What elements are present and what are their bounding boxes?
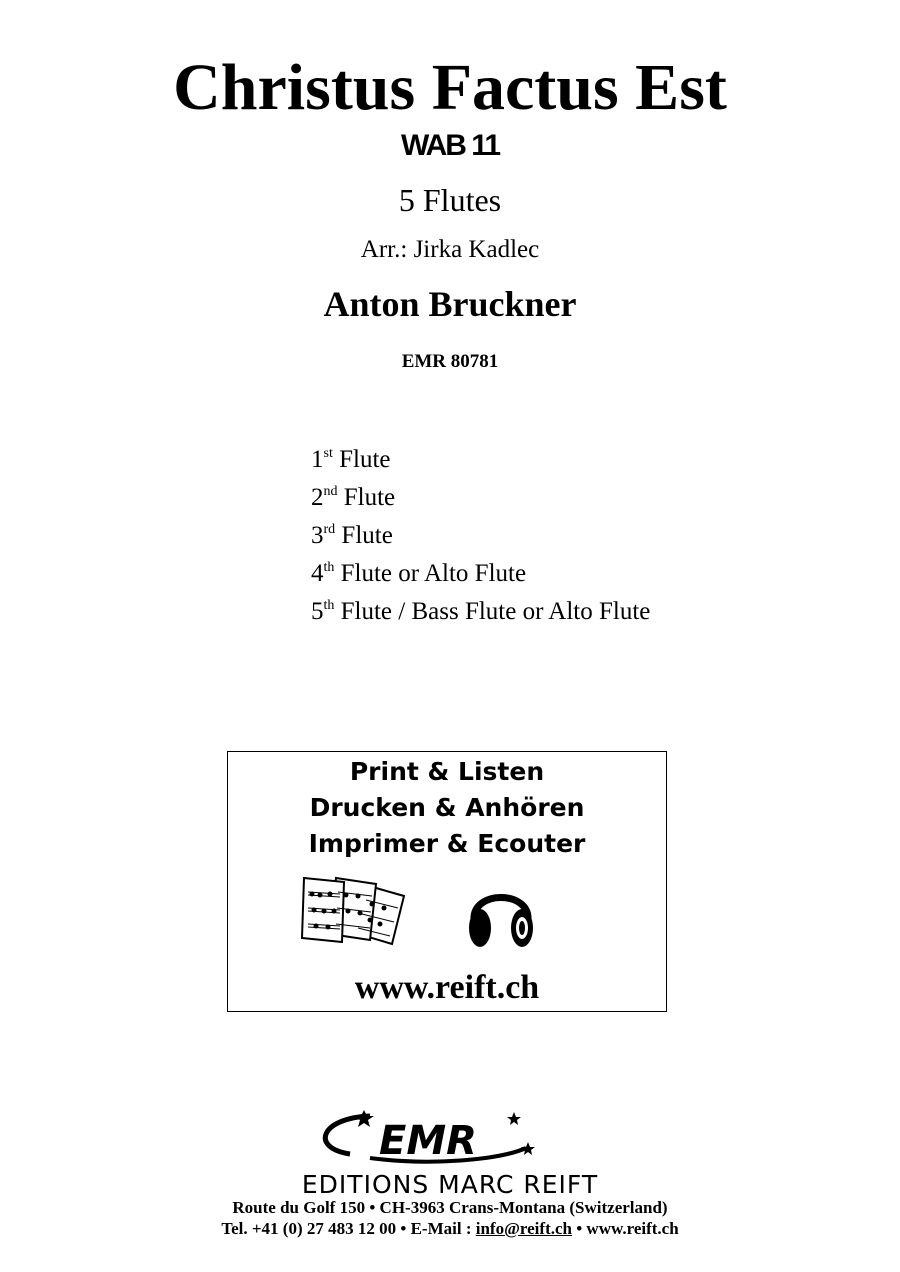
- edition-number: EMR 80781: [401, 351, 499, 372]
- publisher-contact: [0, 1217, 900, 1241]
- promo-line-fr: Imprimer & Ecouter: [308, 829, 586, 858]
- arranger: Arr.: Jirka Kadlec: [360, 236, 540, 263]
- logo-text: EMR: [379, 1118, 477, 1164]
- contact-tel: Tel. +41 (0) 27 483 12 00 • E-Mail :: [221, 1219, 476, 1238]
- promo-line-en: Print & Listen: [349, 757, 545, 786]
- promo-line-de: Drucken & Anhören: [309, 793, 585, 822]
- part-item: 1st Flute: [311, 446, 391, 473]
- headphones-icon: [466, 876, 536, 952]
- part-item: 3rd Flute: [311, 522, 393, 549]
- publisher-address: Route du Golf 150 • CH-3963 Crans-Montana (Switzerland): [232, 1198, 668, 1217]
- publisher-name: EDITIONS MARC REIFT: [301, 1170, 599, 1199]
- parts-list: [311, 441, 650, 631]
- sheet-music-icon: [300, 874, 412, 952]
- part-item: 4th Flute or Alto Flute: [311, 560, 527, 587]
- emr-logo: [300, 1108, 550, 1170]
- email-link[interactable]: info@reift.ch: [475, 1219, 572, 1238]
- catalog-number: WAB 11: [400, 129, 500, 162]
- page-title: Christus Factus Est: [173, 51, 727, 124]
- part-item: 2nd Flute: [311, 484, 396, 511]
- composer: Anton Bruckner: [323, 284, 577, 324]
- contact-web[interactable]: • www.reift.ch: [571, 1219, 679, 1238]
- website-link[interactable]: www.reift.ch: [354, 969, 540, 1006]
- instrumentation: 5 Flutes: [398, 182, 502, 218]
- part-item: 5th Flute / Bass Flute or Alto Flute: [311, 598, 651, 625]
- print-listen-box: [227, 751, 667, 1012]
